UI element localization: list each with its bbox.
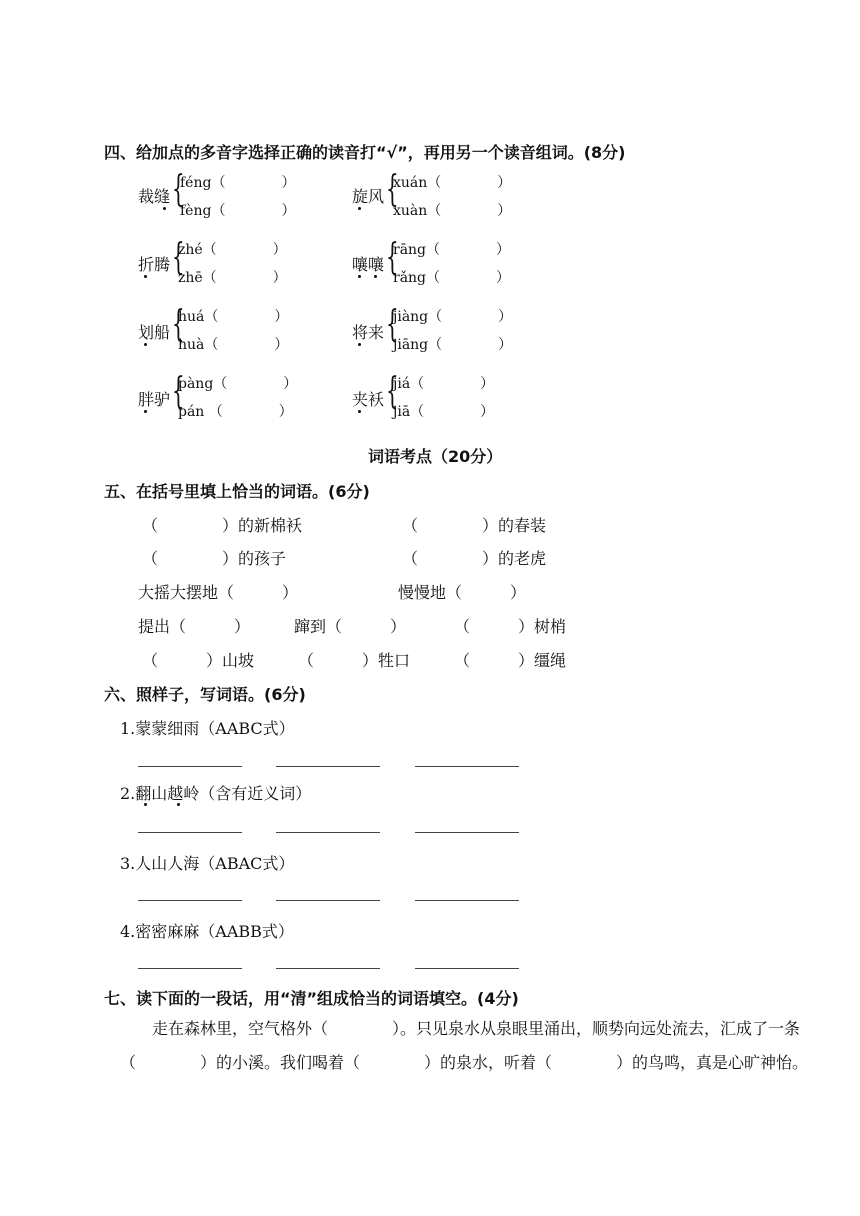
section4-heading: 四、给加点的多音字选择正确的读音打“√”，再用另一个读音组词。(8分) <box>104 143 626 162</box>
reading-option: pán （ ） <box>178 404 293 420</box>
emphasis-dot <box>144 803 147 806</box>
brace-icon: { <box>172 169 185 210</box>
fill-phrase: （ ）的春装 <box>402 516 547 535</box>
reading-option: jiā（ ） <box>393 404 495 420</box>
emphasis-dot <box>144 343 147 346</box>
polyphone-word: 嚷嚷 <box>352 255 385 274</box>
reading-option: xuàn（ ） <box>393 203 512 219</box>
fill-phrase: （ ）的老虎 <box>402 549 547 568</box>
answer-line <box>138 900 242 901</box>
fill-phrase: 蹿到（ ） <box>294 617 407 636</box>
emphasis-dot <box>358 275 361 278</box>
fill-phrase: （ ）树梢 <box>454 617 567 636</box>
polyphone-word: 旋风 <box>352 187 385 206</box>
brace-icon: { <box>172 371 185 412</box>
polyphone-word: 胖驴 <box>138 390 171 409</box>
emphasis-dot <box>163 207 166 210</box>
answer-line <box>276 968 380 969</box>
fill-phrase: （ ）的孩子 <box>142 549 287 568</box>
fill-phrase: （ ）牲口 <box>298 651 411 670</box>
reading-option: rǎng（ ） <box>393 270 511 286</box>
answer-line <box>138 832 242 833</box>
vocab-section-title: 词语考点（20分） <box>368 447 503 466</box>
reading-option: féng（ ） <box>180 175 296 191</box>
polyphone-word: 夹袄 <box>352 390 385 409</box>
emphasis-dot <box>358 343 361 346</box>
reading-option: huá（ ） <box>178 309 289 325</box>
section5-heading: 五、在括号里填上恰当的词语。(6分) <box>104 482 370 501</box>
example-item: 4.密密麻麻（AABB式） <box>120 922 294 941</box>
fill-phrase: （ ）山坡 <box>142 651 255 670</box>
emphasis-dot <box>144 410 147 413</box>
fill-phrase: 慢慢地（ ） <box>398 583 527 602</box>
reading-option: xuán（ ） <box>393 175 512 191</box>
reading-option: pàng（ ） <box>178 376 298 392</box>
answer-line <box>415 766 519 767</box>
reading-option: jiá（ ） <box>393 376 495 392</box>
emphasis-dot <box>177 803 180 806</box>
reading-option: zhē（ ） <box>178 270 287 286</box>
emphasis-dot <box>374 275 377 278</box>
reading-option: jiàng（ ） <box>393 309 513 325</box>
answer-line <box>415 832 519 833</box>
reading-option: zhé（ ） <box>178 242 287 258</box>
section6-heading: 六、照样子，写词语。(6分) <box>104 685 306 704</box>
emphasis-dot <box>358 410 361 413</box>
emphasis-dot <box>358 207 361 210</box>
polyphone-word: 折腾 <box>138 255 171 274</box>
example-item: 3.人山人海（ABAC式） <box>120 854 295 873</box>
reading-paragraph: 走在森林里，空气格外（ ）。只见泉水从泉眼里涌出，顺势向远处流去，汇成了一条（ ）的小溪。我们喝着（ ）的泉水，听着（ ）的鸟鸣，真是心旷神怡。 <box>120 1019 809 1072</box>
answer-line <box>276 832 380 833</box>
section7-heading: 七、读下面的一段话，用“清”组成恰当的词语填空。(4分) <box>104 989 519 1008</box>
answer-line <box>276 766 380 767</box>
polyphone-word: 划船 <box>138 323 171 342</box>
answer-line <box>415 900 519 901</box>
brace-icon: { <box>172 237 185 278</box>
answer-line <box>138 968 242 969</box>
fill-phrase: 提出（ ） <box>138 617 251 636</box>
emphasis-dot <box>144 275 147 278</box>
brace-icon: { <box>386 371 399 412</box>
answer-line <box>138 766 242 767</box>
reading-option: huà（ ） <box>178 337 289 353</box>
polyphone-word: 将来 <box>352 323 385 342</box>
fill-phrase: （ ）的新棉袄 <box>142 516 303 535</box>
answer-line <box>276 900 380 901</box>
reading-option: jiāng（ ） <box>393 337 513 353</box>
fill-phrase: （ ）缰绳 <box>454 651 567 670</box>
example-item: 1.蒙蒙细雨（AABC式） <box>120 719 295 738</box>
fill-phrase: 大摇大摆地（ ） <box>138 583 299 602</box>
polyphone-word: 裁缝 <box>138 187 171 206</box>
brace-icon: { <box>172 304 185 345</box>
reading-option: rāng（ ） <box>393 242 511 258</box>
example-item: 2.翻山越岭（含有近义词） <box>120 784 312 803</box>
brace-icon: { <box>386 304 399 345</box>
reading-option: fèng（ ） <box>180 203 296 219</box>
brace-icon: { <box>386 169 399 210</box>
brace-icon: { <box>386 237 399 278</box>
answer-line <box>415 968 519 969</box>
